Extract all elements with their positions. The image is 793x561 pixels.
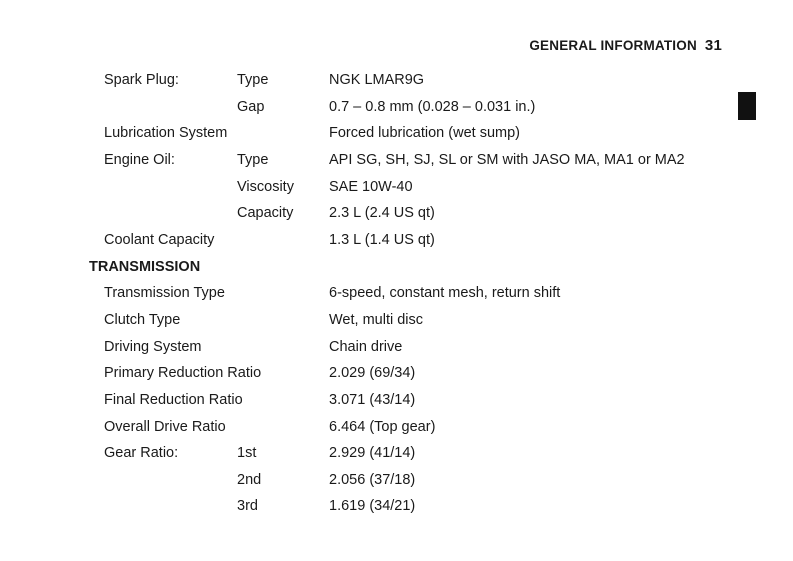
- section-heading-transmission: TRANSMISSION: [89, 259, 201, 275]
- spec-value: 2.056 (37/18): [329, 472, 416, 488]
- spec-label: Engine Oil:: [104, 152, 175, 168]
- header-title: GENERAL INFORMATION: [529, 38, 697, 53]
- section-tab-marker: [738, 92, 756, 120]
- spec-value: 2.3 L (2.4 US qt): [329, 205, 435, 221]
- spec-value: 6-speed, constant mesh, return shift: [329, 285, 561, 301]
- spec-value: 3.071 (43/14): [329, 392, 416, 408]
- spec-sublabel: Gap: [237, 99, 265, 115]
- page-number: 31: [704, 37, 722, 54]
- spec-label: Gear Ratio:: [104, 445, 179, 461]
- spec-label: Overall Drive Ratio: [104, 419, 226, 435]
- spec-value: 2.929 (41/14): [329, 445, 416, 461]
- spec-sublabel: 3rd: [237, 498, 258, 514]
- spec-label: Primary Reduction Ratio: [104, 365, 262, 381]
- spec-sublabel: Type: [237, 72, 269, 88]
- spec-sublabel: Type: [237, 152, 269, 168]
- spec-label: Final Reduction Ratio: [104, 392, 243, 408]
- spec-value: NGK LMAR9G: [329, 72, 425, 88]
- spec-value: Wet, multi disc: [329, 312, 424, 328]
- spec-value: API SG, SH, SJ, SL or SM with JASO MA, MA1 or MA2: [329, 152, 685, 168]
- spec-label: Coolant Capacity: [104, 232, 215, 248]
- spec-value: 0.7 – 0.8 mm (0.028 – 0.031 in.): [329, 99, 536, 115]
- spec-value: SAE 10W-40: [329, 179, 413, 195]
- spec-label: Lubrication System: [104, 125, 228, 141]
- spec-value: 2.029 (69/34): [329, 365, 416, 381]
- spec-sublabel: 2nd: [237, 472, 262, 488]
- spec-value: 1.619 (34/21): [329, 498, 416, 514]
- page-header: [529, 37, 722, 54]
- spec-label: Transmission Type: [104, 285, 225, 301]
- spec-value: Forced lubrication (wet sump): [329, 125, 520, 141]
- spec-value: 6.464 (Top gear): [329, 419, 436, 435]
- spec-sublabel: Capacity: [237, 205, 294, 221]
- spec-label: Clutch Type: [104, 312, 181, 328]
- spec-label: Driving System: [104, 339, 202, 355]
- spec-label: Spark Plug:: [104, 72, 179, 88]
- spec-value: 1.3 L (1.4 US qt): [329, 232, 435, 248]
- spec-value: Chain drive: [329, 339, 403, 355]
- spec-sublabel: 1st: [237, 445, 257, 461]
- spec-sublabel: Viscosity: [237, 179, 294, 195]
